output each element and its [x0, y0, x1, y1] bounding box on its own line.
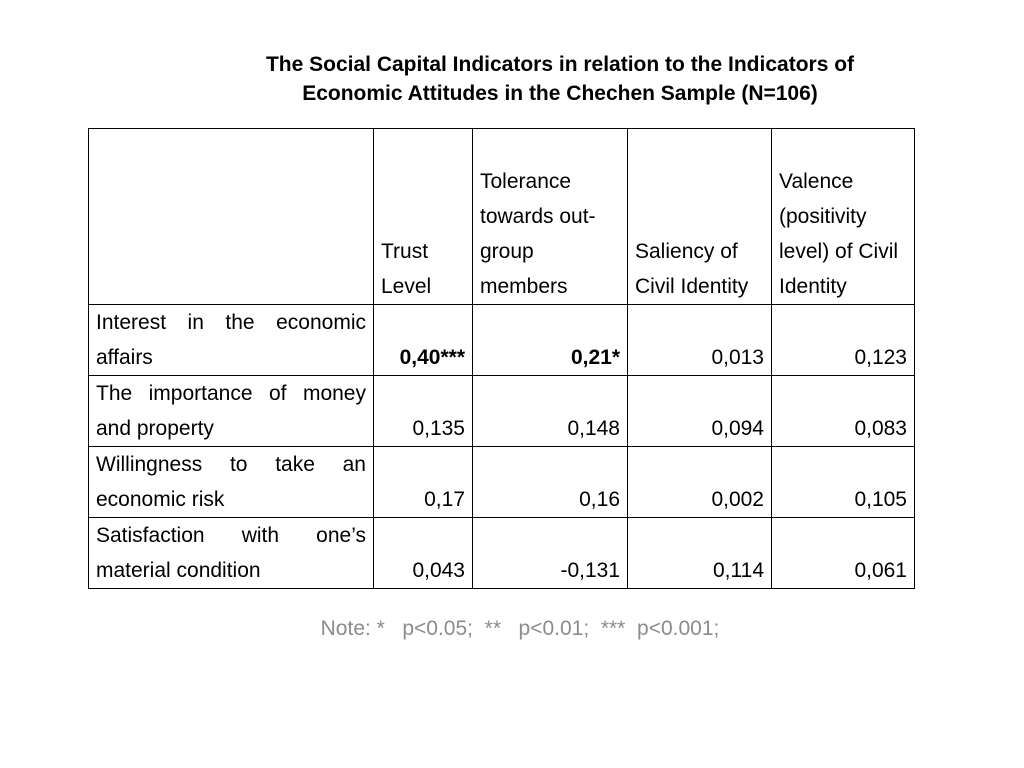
header-tolerance: Tolerance towards out-group members [473, 129, 628, 305]
row-label: The importance of money and property [89, 376, 374, 447]
table-cell: 0,083 [772, 376, 915, 447]
header-empty-cell [89, 129, 374, 305]
row-label: Satisfaction with one’s material condition [89, 518, 374, 589]
table-cell: 0,043 [374, 518, 473, 589]
header-valence: Valence (positivity level) of Civil Identity [772, 129, 915, 305]
table-row [89, 447, 915, 518]
table-title [140, 50, 980, 108]
correlation-table [88, 128, 915, 589]
table-cell: 0,105 [772, 447, 915, 518]
table-cell: 0,061 [772, 518, 915, 589]
table-cell: 0,002 [628, 447, 772, 518]
header-trust-level [374, 129, 473, 305]
table-row [89, 305, 915, 376]
significance-note: Note: * p<0.05; ** p<0.01; *** p<0.001; [320, 617, 720, 640]
table-cell: 0,094 [628, 376, 772, 447]
table-cell: 0,40*** [374, 305, 473, 376]
table-cell: 0,123 [772, 305, 915, 376]
row-label: Willingness to take an economic risk [89, 447, 374, 518]
table-cell: 0,148 [473, 376, 628, 447]
header-trust-level-text: Trust Level [381, 240, 432, 298]
table-row [89, 376, 915, 447]
title-line-1: The Social Capital Indicators in relation to the Indicators of [265, 53, 855, 76]
table-cell: 0,135 [374, 376, 473, 447]
table-cell: 0,17 [374, 447, 473, 518]
header-row [89, 129, 915, 305]
table-row [89, 518, 915, 589]
title-line-2: Economic Attitudes in the Chechen Sample (N=106) [302, 82, 818, 105]
table-cell: -0,131 [473, 518, 628, 589]
table-cell: 0,114 [628, 518, 772, 589]
table-cell: 0,21* [473, 305, 628, 376]
header-saliency: Saliency of Civil Identity [628, 129, 772, 305]
table-cell: 0,16 [473, 447, 628, 518]
table-cell: 0,013 [628, 305, 772, 376]
row-label: Interest in the economic affairs [89, 305, 374, 376]
